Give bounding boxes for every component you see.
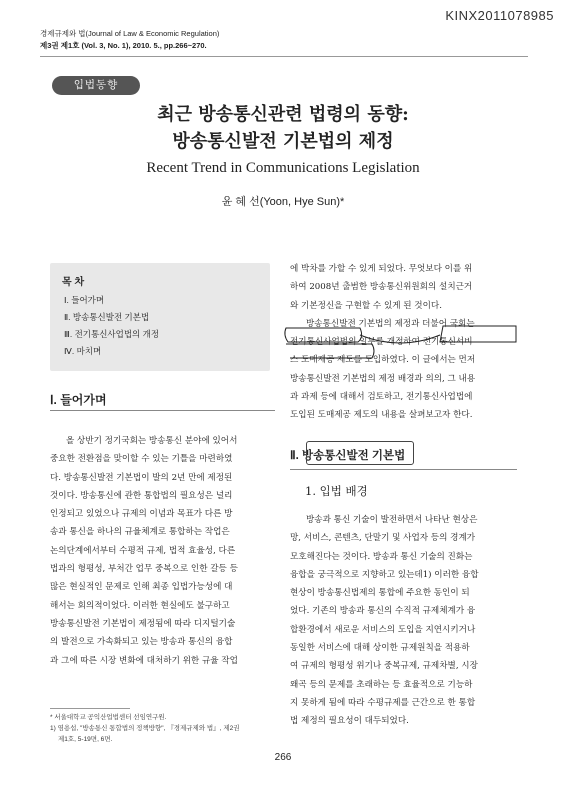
body-line: 해서는 회의적이었다. 이러한 현실에도 불구하고 xyxy=(50,600,230,611)
body-line: 동일한 서비스에 대해 상이한 규제원칙을 적용하 xyxy=(290,643,470,654)
body-line: 올 상반기 정기국회는 방송통신 분야에 있어서 xyxy=(66,436,238,446)
section-2-divider xyxy=(290,469,517,470)
toc-item: Ⅲ. 전기통신사업법의 개정 xyxy=(64,329,160,339)
body-line: 방송통신발전 기본법의 제정 배경과 의의, 그 내용 xyxy=(290,373,476,384)
body-line: 방송통신발전 기본법의 제정과 더불어 국회는 xyxy=(306,318,475,329)
body-line: 왜곡 등의 문제를 초래하는 등 효율적으로 기능하 xyxy=(290,679,473,690)
table-of-contents xyxy=(50,263,270,371)
body-line: 모호해진다는 것이다. 방송과 통신 기술의 진화는 xyxy=(290,551,473,562)
header-divider xyxy=(40,56,528,57)
category-badge: 입법동향 xyxy=(52,76,140,95)
title-line-1: 최근 방송통신관련 법령의 동향: xyxy=(157,104,409,125)
body-line: 전기통신사업법의 일부를 개정하여 전기통신서비 xyxy=(290,337,473,348)
section-2-heading: Ⅱ. 방송통신발전 기본법 xyxy=(290,450,406,462)
body-line: 망, 서비스, 콘텐츠, 단말기 및 사업자 등의 경계가 xyxy=(290,533,476,544)
annotation-box xyxy=(440,326,516,342)
toc-item: Ⅱ. 방송통신발전 기본법 xyxy=(64,312,150,322)
footnote-divider xyxy=(50,708,130,709)
section-1-divider xyxy=(50,410,275,411)
toc-item: Ⅰ. 들어가며 xyxy=(64,295,105,305)
annotation-link xyxy=(360,335,440,343)
body-line: 중요한 전환점을 맞이할 수 있는 기틀을 마련하였 xyxy=(50,454,233,465)
document-id: KINX2011078985 xyxy=(445,8,554,23)
body-line: 현상이 방송통신법제의 통합에 주요한 동인이 되 xyxy=(290,588,470,599)
journal-volume: 제3권 제1호 (Vol. 3, No. 1), 2010. 5., pp.266~270. xyxy=(40,41,207,50)
handwritten-annotation xyxy=(280,325,520,365)
body-line: 지 못하게 됨에 따라 수평규제를 근간으로 한 통합 xyxy=(290,697,476,708)
body-line: 합환경에서 새로운 서비스의 도입을 지연시키거나 xyxy=(290,624,476,635)
body-line: 인정되고 있었으나 규제의 이념과 목표가 다른 방 xyxy=(50,509,233,520)
toc-heading: 목 차 xyxy=(62,277,85,288)
body-line: 하여 2008년 출범한 방송통신위원회의 설치근거 xyxy=(290,282,473,293)
author-footnote: * 서울대학교 공익산업법센터 선임연구원. xyxy=(50,714,167,721)
body-line: 와 기본정신을 구현할 수 있게 된 것이다. xyxy=(290,300,442,311)
body-line: 의 발전으로 가속화되고 있는 방송과 통신의 융합 xyxy=(50,637,233,648)
body-line: 것이다. 방송통신에 관한 통합법의 필요성은 널리 xyxy=(50,490,233,501)
annotation-underline xyxy=(286,344,374,358)
footnote-1: 1) 염용섭, "방송통신 통합법의 정책방향", 『경제규제와 법』, 제2권 xyxy=(50,725,240,732)
body-line: 법과의 형평성, 부처간 업무 중복으로 인한 갈등 등 xyxy=(50,564,238,575)
body-line: 과 그에 따른 시장 변화에 대처하기 위한 규율 작업 xyxy=(50,655,238,666)
body-line: 융합을 궁극적으로 지향하고 있는데1) 이러한 융합 xyxy=(290,569,479,580)
page-number: 266 xyxy=(274,752,292,763)
section-1-heading: Ⅰ. 들어가며 xyxy=(50,393,107,407)
body-line: 많은 현실적인 문제로 인해 최종 입법가능성에 대 xyxy=(50,582,233,593)
section-2-handwritten-box xyxy=(306,441,414,465)
section-2-body xyxy=(290,511,517,731)
body-line: 과 과제 등에 대해서 검토하고, 전기통신사업법에 xyxy=(290,392,473,403)
footnote-1-continued: 제1호, 5-19면, 6면. xyxy=(58,736,113,743)
english-title: Recent Trend in Communications Legislation xyxy=(146,160,420,176)
body-line: 방송통신발전 기본법이 제정됨에 따라 디지털기술 xyxy=(50,618,236,629)
body-line: 다. 방송통신발전 기본법이 발의 2년 만에 제정된 xyxy=(50,472,233,483)
author: 윤 혜 선(Yoon, Hye Sun)* xyxy=(221,196,345,208)
title-line-2: 방송통신발전 기본법의 제정 xyxy=(172,131,394,152)
body-line: 었다. 기존의 방송과 통신의 수직적 규제체계가 융 xyxy=(290,606,476,617)
body-line: 에 박차를 가할 수 있게 되었다. 무엇보다 이를 위 xyxy=(290,264,473,274)
toc-item: Ⅳ. 마치며 xyxy=(64,346,102,356)
annotation-circle xyxy=(285,328,362,342)
journal-citation xyxy=(40,28,219,52)
body-line: 도입된 도매제공 제도의 내용을 살펴보고자 한다. xyxy=(290,410,473,421)
body-line: 여 규제의 형평성 위기나 중복규제, 규제차별, 시장 xyxy=(290,661,478,672)
journal-name: 경제규제와 법(Journal of Law & Economic Regulation) xyxy=(40,29,220,38)
body-line: 스 도매제공 제도를 도입하였다. 이 글에서는 먼저 xyxy=(290,355,476,366)
body-line: 방송과 통신 기술이 발전하면서 나타난 현상은 xyxy=(306,515,478,525)
section-1-body xyxy=(50,432,275,670)
body-line: 송과 통신을 하나의 규율체계로 통합하는 작업은 xyxy=(50,527,230,538)
body-line: 논의단계에서부터 수평적 규제, 법적 효율성, 다른 xyxy=(50,545,236,556)
body-line: 법 제정의 필요성이 대두되었다. xyxy=(290,716,409,727)
subsection-heading: 1. 입법 배경 xyxy=(305,484,368,498)
footnotes xyxy=(50,712,275,745)
